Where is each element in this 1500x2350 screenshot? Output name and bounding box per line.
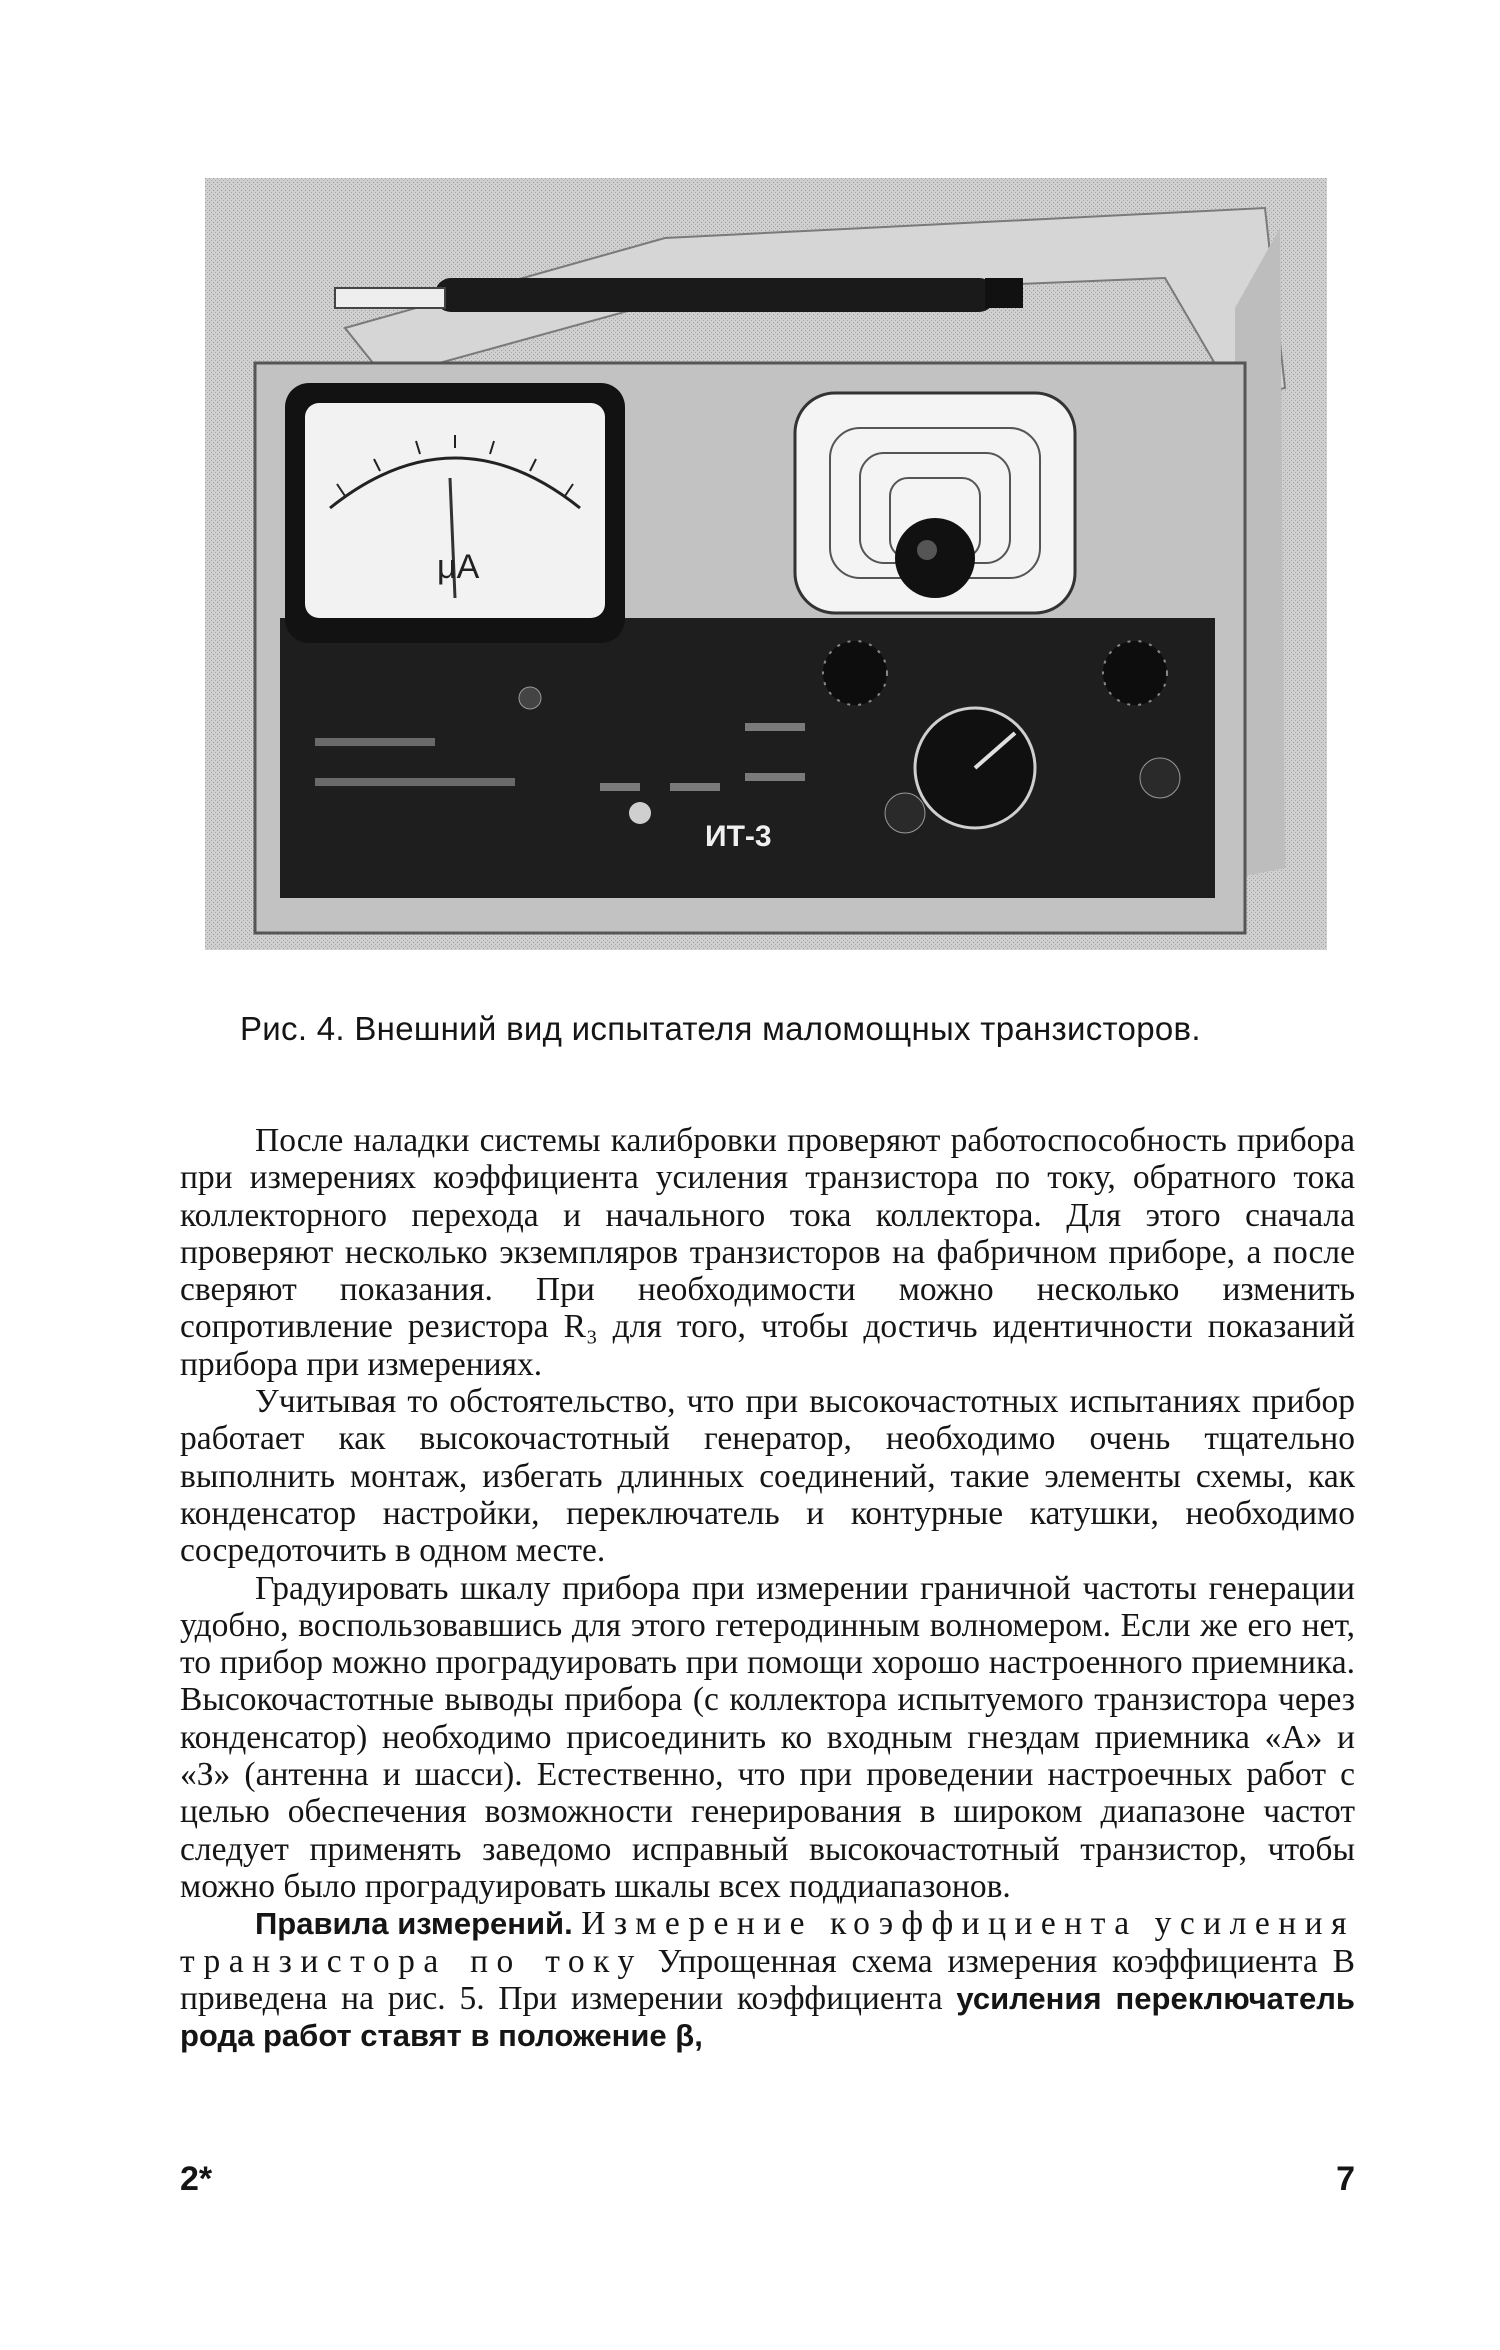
- selector-knob-right: [1103, 641, 1167, 705]
- signature-mark: 2*: [180, 2160, 213, 2198]
- page-number: 7: [1336, 2160, 1355, 2198]
- meter-unit-label: μA: [437, 548, 480, 586]
- calibrate-screw: [519, 687, 541, 709]
- rules-bold-tail: усиления переключатель рода работ ставят в положение β,: [180, 1980, 1355, 2054]
- paragraph-1: После наладки системы калибровки проверяют работоспособность прибора при измерениях коэффициента усиления транзистора по току, обратного тока коллекторного перехода и начального тока коллектора. Для этого сначала проверяют несколько экземпляров транзисторов на фабричном приборе, а после сверяют показания. При необходимости можно несколько изменить сопротивление резистора R₃ для того, чтобы достичь идентичности показаний прибора при измерениях.: [180, 1122, 1355, 1383]
- front-panel: [280, 618, 1215, 898]
- rules-heading: Правила измерений.: [255, 1906, 573, 1942]
- paragraph-3: Градуировать шкалу прибора при измерении граничной частоты генерации удобно, воспользовавшись для этого гетеродинным волномером. Если же его нет, то прибор можно проградуировать при помощи хорошо настроенного приемника. Высокочастотные выводы прибора (с коллектора испытуемого транзистора через конденсатор) необходимо присоединить ко входным гнездам приемника «А» и «З» (антенна и шасси). Естественно, что при проведении настроечных работ с целью обеспечения возможности генерирования в широком диапазоне частот следует применять заведомо исправный высокочастотный транзистор, чтобы можно было проградуировать шкалы всех поддиапазонов.: [180, 1569, 1355, 1905]
- selector-knob-left: [823, 641, 887, 705]
- measure-knob: [1140, 758, 1180, 798]
- model-label: ИТ-3: [705, 820, 772, 853]
- calibrate-knob: [885, 793, 925, 833]
- rules-spaced-phrase: Измерение коэффициента усиления транзистора по току: [180, 1905, 1356, 1980]
- carrying-handle: [435, 278, 995, 312]
- rules-paragraph: [180, 1905, 1355, 2054]
- body-text: [180, 1122, 1355, 2054]
- page-footer: [180, 2160, 1355, 2210]
- tuning-knob: [895, 518, 975, 598]
- figure-caption: Рис. 4. Внешний вид испытателя маломощных транзисторов.: [240, 1010, 1201, 1047]
- rules-text: Упрощенная схема измерения коэффициента B приведена на рис. 5. При измерении коэффициента: [180, 1942, 1355, 2017]
- instrument-photo: [205, 178, 1327, 950]
- polarity-switch: [629, 802, 651, 824]
- paragraph-2: Учитывая то обстоятельство, что при высокочастотных испытаниях прибор работает как высокочастотный генератор, необходимо очень тщательно выполнить монтаж, избегать длинных соединений, такие элементы схемы, как конденсатор настройки, переключатель и контурные катушки, необходимо сосредоточить в одном месте.: [180, 1383, 1355, 1570]
